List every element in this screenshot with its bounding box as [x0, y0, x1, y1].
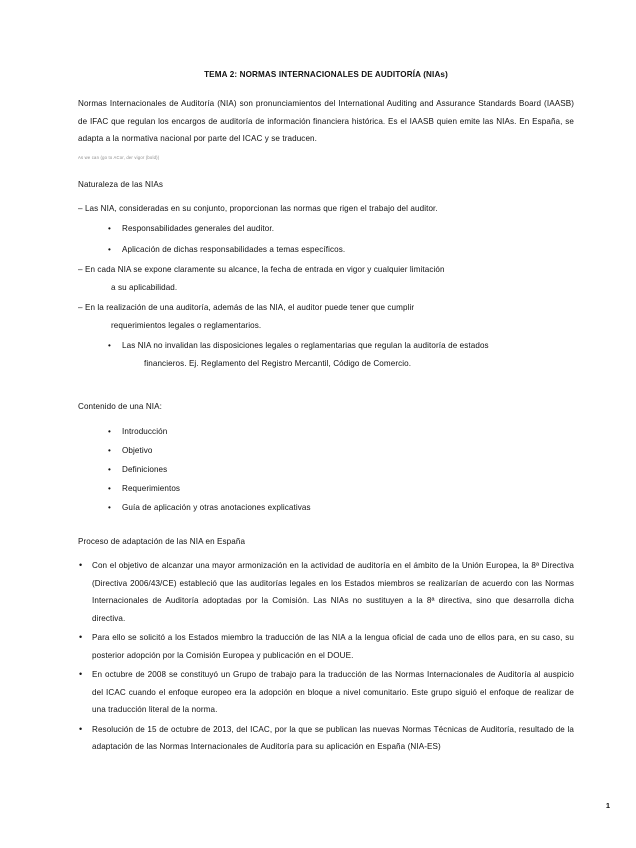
- list-item-continuation: financieros. Ej. Reglamento del Registro Mercantil, Código de Comercio.: [144, 358, 412, 368]
- list-item: [78, 261, 574, 296]
- list-item-continuation: a su aplicabilidad.: [111, 282, 178, 292]
- list-item: • Para ello se solicitó a los Estados miembro la traducción de las NIA a la lengua oficial de cada uno de ellos para, en su caso, su posterior adopción por la Comisión Europea y publicación en el DOUE.: [78, 629, 574, 664]
- intro-paragraph: Normas Internacionales de Auditoría (NIA) son pronunciamientos del International Auditing and Assurance Standards Board (IAASB) de IFAC que regulan los encargos de auditoría de información financiera histórica. Es el IAASB quien emite las NIAs. En España, se adapta a la normativa nacional por parte del ICAC y se traducen.: [78, 99, 574, 143]
- list-item: [78, 241, 574, 259]
- section-heading: Naturaleza de las NIAs: [78, 179, 163, 189]
- process-heading: Proceso de adaptación de las NIA en España: [78, 537, 246, 546]
- list-item-text: – Las NIA, consideradas en su conjunto, proporcionan las normas que rigen el trabajo del auditor.: [78, 203, 438, 213]
- section-contenido: [78, 398, 574, 517]
- list-item: • Guía de aplicación y otras anotaciones explicativas: [78, 498, 574, 517]
- list-item-text: – En la realización de una auditoría, además de las NIA, el auditor puede tener que cumplir: [78, 303, 415, 312]
- list-item-text: – En cada NIA se expone claramente su alcance, la fecha de entrada en vigor y cualquier limitación: [78, 265, 445, 274]
- list-item: • Definiciones: [78, 460, 574, 479]
- section-proceso: [78, 533, 574, 756]
- page-number: 1: [605, 801, 610, 810]
- list-item: • Requerimientos: [78, 479, 574, 498]
- list-item: • Introducción: [78, 422, 574, 441]
- contents-list: [78, 422, 574, 517]
- list-item: • Con el objetivo de alcanzar una mayor armonización en la actividad de auditoría en el ámbito de la Unión Europea, la 8ª Directiva (Directiva 2006/43/CE) estableció que las auditorías legales en los Estados miembros se realizarían de acuerdo con las Normas Internacionales de Auditoría adoptadas por la Comisión. Las NIAs no sustituyen a la 8ª directiva, sino que desarrolla dicha directiva.: [78, 557, 574, 627]
- section-naturaleza: [78, 176, 574, 373]
- list-item: • Objetivo: [78, 441, 574, 460]
- list-item-text: Las NIA no invalidan las disposiciones legales o reglamentarias que regulan la auditoría de estados: [122, 341, 489, 350]
- list-item-text: Aplicación de dichas responsabilidades a temas específicos.: [122, 244, 346, 254]
- contents-heading: Contenido de una NIA:: [78, 402, 162, 411]
- list-item-text: Responsabilidades generales del auditor.: [122, 224, 275, 233]
- list-item-continuation: requerimientos legales o reglamentarios.: [111, 320, 262, 330]
- list-item: [78, 200, 574, 218]
- page-title: TEMA 2: NORMAS INTERNACIONALES DE AUDITORÍA (NIAs): [204, 70, 448, 79]
- list-item: [78, 220, 574, 238]
- list-item: • En octubre de 2008 se constituyó un Grupo de trabajo para la traducción de las Normas Internacionales de Auditoría al auspicio del ICAC cuando el enfoque europeo era la adopción en bloque a nivel comunitario. Este grupo siguió el enfoque de realizar de una traducción literal de la norma.: [78, 666, 574, 719]
- list-item: • Resolución de 15 de octubre de 2013, del ICAC, por la que se publican las nuevas Normas Técnicas de Auditoría, resultado de la adaptación de las Normas Internacionales de Auditoría para su aplicación en España (NIA-ES): [78, 721, 574, 756]
- list-item: [78, 337, 574, 372]
- margin-note: As we can (go to ACor, der vigor (bold)): [78, 154, 160, 160]
- list-item: [78, 299, 574, 334]
